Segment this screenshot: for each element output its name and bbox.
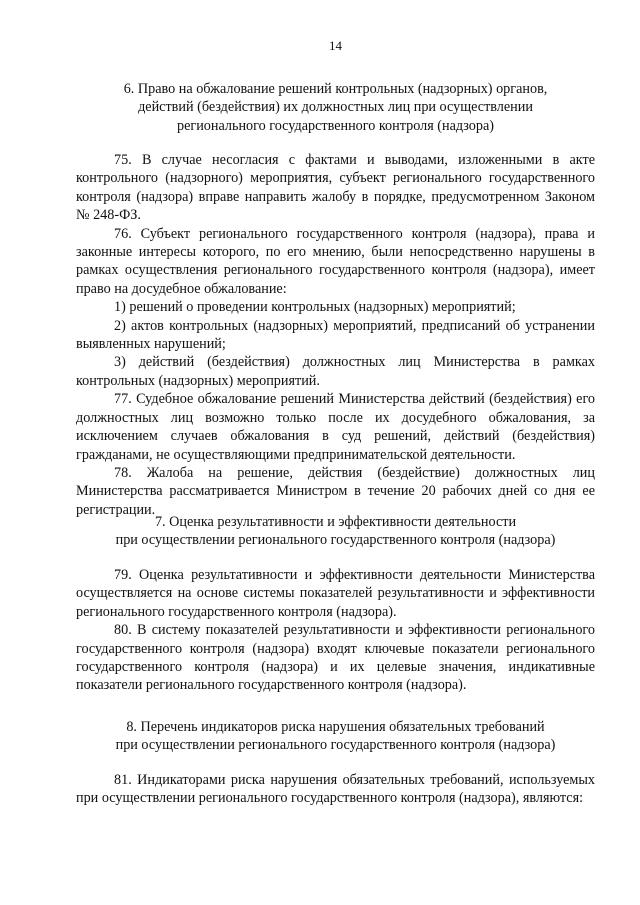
section-body-6 bbox=[76, 151, 595, 519]
paragraph-79: 79. Оценка результативности и эффективности деятельности Министерства осуществляется на основе системы показателей результативности и эффективности регионального государственного контроля (надзора). bbox=[76, 567, 595, 620]
section-body-7 bbox=[76, 566, 595, 695]
section-heading-8: 8. Перечень индикаторов риска нарушения обязательных требований при осуществлении регионального государственного контроля (надзора) bbox=[115, 719, 556, 754]
paragraph-81: 81. Индикаторами риска нарушения обязательных требований, используемых при осуществлении регионального государственного контроля (надзора), являются: bbox=[76, 772, 595, 807]
paragraph-77: 77. Судебное обжалование решений Министерства действий (бездействия) его должностных лиц возможно только после их досудебного обжалования, за исключением случаев обжалования в суд решений, действий (бездействия) гражданами, не осуществляющими предпринимательской деятельности. bbox=[76, 391, 595, 463]
page-number: 14 bbox=[329, 38, 342, 53]
list-item-2: 2) актов контрольных (надзорных) мероприятий, предписаний об устранении выявленных нарушений; bbox=[76, 317, 595, 353]
paragraph-78: 78. Жалоба на решение, действия (бездействие) должностных лиц Министерства рассматривается Министром в течение 20 рабочих дней со дня ее регистрации. bbox=[76, 464, 595, 518]
list-item-3: 3) действий (бездействия) должностных лиц Министерства в рамках контрольных (надзорных) мероприятий. bbox=[76, 354, 595, 389]
section-heading-6: 6. Право на обжалование решений контрольных (надзорных) органов, действий (бездействия) их должностных лиц при осуществлении регионального государственного контроля (надзора) bbox=[123, 81, 548, 134]
list-item-1: 1) решений о проведении контрольных (надзорных) мероприятий; bbox=[114, 299, 516, 316]
paragraph-75: 75. В случае несогласия с фактами и выводами, изложенными в акте контрольного (надзорного) мероприятия, субъект регионального государственного контроля (надзора) вправе направить жалобу в порядке, предусмотренном Законом № 248-ФЗ. bbox=[76, 152, 595, 224]
section-body-8 bbox=[76, 771, 595, 808]
section-heading-7: 7. Оценка результативности и эффективности деятельности при осуществлении регионального государственного контроля (надзора) bbox=[115, 514, 556, 549]
paragraph-76: 76. Субъект регионального государственного контроля (надзора), права и законные интересы которого, по его мнению, были непосредственно нарушены в рамках осуществления регионального государственного контроля (надзора), имеет право на досудебное обжалование: bbox=[76, 225, 595, 297]
paragraph-80: 80. В систему показателей результативности и эффективности регионального государственного контроля (надзора) входят ключевые показатели регионального государственного контроля (надзора) и их целевые значения, индикативные показатели регионального государственного контроля (надзора). bbox=[76, 622, 595, 694]
